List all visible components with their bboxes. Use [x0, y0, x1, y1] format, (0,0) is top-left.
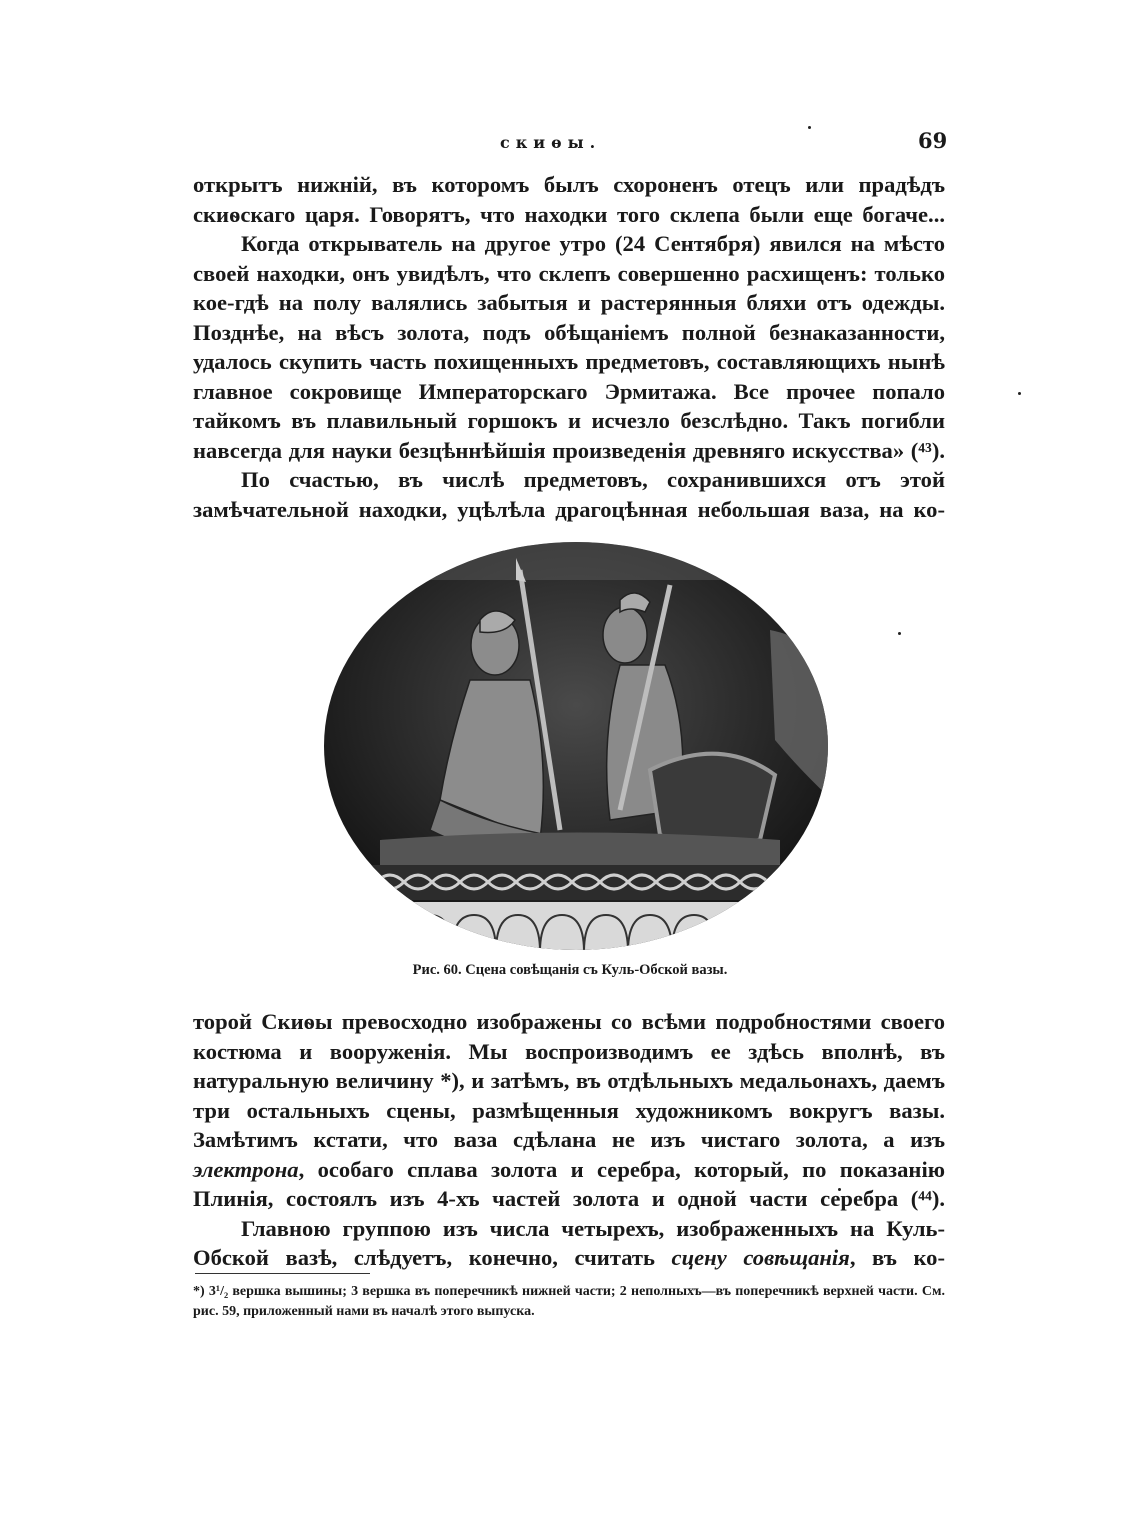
- body-text-top: [193, 170, 945, 524]
- paragraph: По счастью, въ числѣ предметовъ, сохранившихся отъ этой замѣчательной находки, уцѣлѣла драгоцѣнная небольшая ваза, на ко-: [193, 467, 945, 522]
- page-number: 69: [918, 128, 948, 153]
- figure-caption: Рис. 60. Сцена совѣщанія съ Куль-Обской вазы.: [412, 962, 728, 978]
- paragraph: открытъ нижній, въ которомъ былъ схороненъ отецъ или прадѣдъ скиѳскаго царя. Говорятъ, что находки того склепа были еще богаче...: [193, 172, 945, 227]
- vase-scene-engraving: [320, 540, 832, 952]
- braid-band: [320, 865, 832, 900]
- paragraph: Когда открыватель на другое утро (24 Сентября) явился на мѣсто своей находки, онъ увидѣлъ, что склепъ совершенно расхищенъ: только кое-гдѣ на полу валялись забытыя и растерянныя бляхи отъ одежды. Позднѣе, на вѣсъ золота, подъ обѣщаніемъ полной безнаказанности, удалось скупить часть похищенныхъ предметовъ, составляющихъ нынѣ главное сокровище Императорскаго Эрмитажа. Все прочее попало тайкомъ въ плавильный горшокъ и исчезло безслѣдно. Такъ погибли навсегда для науки безцѣннѣйшія произведенія древняго искусства» (⁴³).: [193, 231, 945, 463]
- print-speck: [898, 632, 901, 635]
- figure-illustration: [320, 540, 832, 952]
- paragraph: Главною группою изъ числа четырехъ, изображенныхъ на Куль-Обской вазѣ, слѣдуетъ, конечно, считать сцену совѣщанія, въ ко-: [193, 1215, 945, 1270]
- shield: [650, 754, 775, 844]
- body-text-bottom: [193, 1007, 945, 1273]
- print-speck: [808, 126, 811, 129]
- footnote: *) 3¹/₂ вершка вышины; 3 вершка въ поперечникѣ нижней части; 2 неполныхъ—въ поперечникѣ верхней части. См. рис. 59, приложенный нами въ началѣ этого выпуска.: [193, 1284, 945, 1319]
- footnote-rule: [195, 1273, 370, 1274]
- paragraph: торой Скиѳы превосходно изображены со всѣми подробностями своего костюма и вооруженія. Мы воспроизводимъ ее здѣсь вполнѣ, въ натуральную величину *), и затѣмъ, въ отдѣльныхъ медальонахъ, даемъ три остальныхъ сцены, размѣщенныя художникомъ вокругъ вазы. Замѣтимъ кстати, что ваза сдѣлана не изъ чистаго золота, а изъ электрона, особаго сплава золота и серебра, который, по показанію Плинія, состоялъ изъ 4-хъ частей золота и одной части серебра (⁴⁴).: [193, 1009, 945, 1211]
- arcade-band: [320, 902, 832, 952]
- print-speck: [1018, 392, 1021, 395]
- running-header: скиѳы.: [500, 133, 602, 152]
